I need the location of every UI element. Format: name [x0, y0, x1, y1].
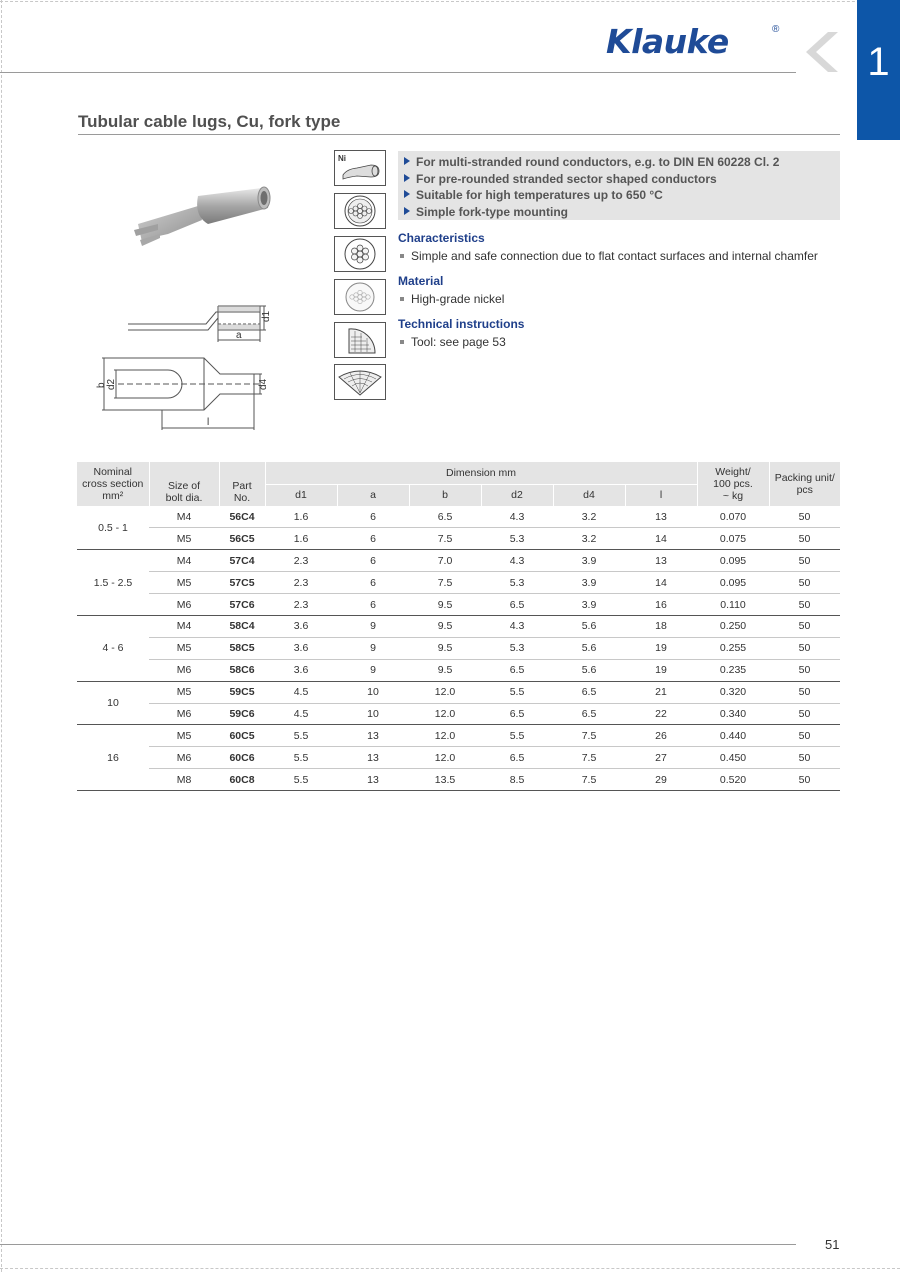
table-cell: 5.3: [481, 637, 553, 659]
header-a: a: [337, 484, 409, 506]
spec-table-body: [77, 506, 840, 791]
table-cell: 4.3: [481, 615, 553, 637]
table-cell: 0.520: [697, 769, 769, 791]
part-number-cell: 60C5: [219, 725, 265, 747]
table-cell: 3.9: [553, 594, 625, 616]
bullet-square-icon: [400, 297, 404, 301]
table-row: [77, 528, 840, 550]
table-cell: 5.5: [265, 769, 337, 791]
material-item: High-grade nickel: [398, 292, 504, 306]
table-cell: 0.340: [697, 703, 769, 725]
header-dimension: Dimension mm: [265, 462, 697, 484]
part-number-cell: 58C6: [219, 659, 265, 681]
table-cell: M4: [149, 506, 219, 528]
table-cell: 6: [337, 572, 409, 594]
table-cell: 0.320: [697, 681, 769, 703]
table-cell: 50: [769, 659, 840, 681]
table-cell: M5: [149, 637, 219, 659]
table-cell: M6: [149, 659, 219, 681]
header-d2: d2: [481, 484, 553, 506]
table-cell: 7.5: [553, 769, 625, 791]
table-row: [77, 681, 840, 703]
table-cell: 6: [337, 528, 409, 550]
table-row: [77, 572, 840, 594]
table-cell: 5.6: [553, 637, 625, 659]
header-cross-section: Nominal cross section mm²: [77, 462, 149, 506]
table-cell: 6: [337, 506, 409, 528]
round-conductor-fine-icon: [334, 193, 386, 229]
table-cell: 21: [625, 681, 697, 703]
cross-section-cell: 1.5 - 2.5: [77, 550, 149, 616]
table-cell: 5.5: [481, 681, 553, 703]
table-cell: 6.5: [481, 703, 553, 725]
table-cell: 4.3: [481, 506, 553, 528]
table-cell: 3.9: [553, 550, 625, 572]
table-cell: 7.5: [409, 572, 481, 594]
table-cell: 13.5: [409, 769, 481, 791]
cross-section-cell: 0.5 - 1: [77, 506, 149, 550]
table-cell: 0.250: [697, 615, 769, 637]
table-cell: 5.5: [481, 725, 553, 747]
part-number-cell: 56C5: [219, 528, 265, 550]
bullet-triangle-icon: [404, 207, 410, 215]
label-d1: d1: [261, 310, 272, 322]
table-cell: 4.5: [265, 703, 337, 725]
chevron-left-icon: [798, 30, 840, 74]
part-number-cell: 60C6: [219, 747, 265, 769]
table-cell: 9.5: [409, 615, 481, 637]
header-weight: Weight/ 100 pcs. ~ kg: [697, 462, 769, 506]
chapter-tab: 1: [857, 0, 900, 140]
table-row: [77, 725, 840, 747]
table-cell: 9.5: [409, 637, 481, 659]
sector-conductor-icon: [334, 322, 386, 358]
table-cell: 16: [625, 594, 697, 616]
table-cell: 19: [625, 659, 697, 681]
table-cell: 4.5: [265, 681, 337, 703]
table-cell: 13: [337, 725, 409, 747]
feature-list: [398, 151, 840, 220]
table-cell: 2.3: [265, 550, 337, 572]
characteristics-heading: Characteristics: [398, 231, 485, 245]
table-cell: 50: [769, 594, 840, 616]
registered-mark: ®: [772, 24, 780, 35]
side-view-drawing: [126, 298, 276, 348]
technical-heading: Technical instructions: [398, 317, 525, 331]
table-cell: 6: [337, 550, 409, 572]
round-conductor-icon: [334, 236, 386, 272]
table-cell: 13: [337, 747, 409, 769]
svg-text:Ni: Ni: [338, 154, 346, 163]
header-d4: d4: [553, 484, 625, 506]
table-cell: 0.095: [697, 572, 769, 594]
table-cell: 26: [625, 725, 697, 747]
table-cell: 6.5: [553, 681, 625, 703]
part-number-cell: 58C5: [219, 637, 265, 659]
table-cell: 5.6: [553, 659, 625, 681]
table-row: [77, 747, 840, 769]
label-d2: d2: [106, 378, 117, 390]
table-cell: M5: [149, 725, 219, 747]
table-cell: 7.5: [553, 725, 625, 747]
footer-rule: [0, 1244, 796, 1245]
feature-item: For pre-rounded stranded sector shaped conductors: [404, 171, 840, 188]
label-d4: d4: [258, 378, 269, 390]
table-cell: 50: [769, 506, 840, 528]
table-cell: 50: [769, 550, 840, 572]
table-cell: 6.5: [481, 594, 553, 616]
title-rule: [78, 134, 840, 135]
bullet-square-icon: [400, 340, 404, 344]
table-row: [77, 637, 840, 659]
table-cell: 5.3: [481, 528, 553, 550]
header-b: b: [409, 484, 481, 506]
part-number-cell: 57C4: [219, 550, 265, 572]
product-photo: [128, 186, 274, 252]
characteristics-item: Simple and safe connection due to flat contact surfaces and internal chamfer: [398, 249, 818, 263]
table-cell: 10: [337, 703, 409, 725]
header-rule: [0, 72, 796, 73]
table-cell: 50: [769, 769, 840, 791]
table-cell: 0.075: [697, 528, 769, 550]
table-cell: 0.095: [697, 550, 769, 572]
part-number-cell: 58C4: [219, 615, 265, 637]
table-cell: 22: [625, 703, 697, 725]
brand-logo: Klauke: [606, 22, 729, 61]
material-heading: Material: [398, 274, 444, 288]
table-cell: 3.6: [265, 659, 337, 681]
table-cell: 6.5: [553, 703, 625, 725]
table-row: [77, 594, 840, 616]
part-number-cell: 59C5: [219, 681, 265, 703]
table-cell: 9.5: [409, 594, 481, 616]
top-view-drawing: [94, 352, 274, 432]
table-cell: 1.6: [265, 528, 337, 550]
header-part: Part No.: [219, 462, 265, 506]
table-cell: M4: [149, 550, 219, 572]
table-cell: 50: [769, 725, 840, 747]
table-cell: 7.5: [553, 747, 625, 769]
table-cell: 14: [625, 572, 697, 594]
table-cell: 5.5: [265, 747, 337, 769]
label-l: l: [207, 417, 210, 428]
table-cell: 0.450: [697, 747, 769, 769]
table-cell: M5: [149, 572, 219, 594]
table-cell: M6: [149, 703, 219, 725]
table-cell: 0.255: [697, 637, 769, 659]
table-cell: 50: [769, 703, 840, 725]
table-cell: 3.6: [265, 637, 337, 659]
table-cell: 12.0: [409, 681, 481, 703]
part-number-cell: 56C4: [219, 506, 265, 528]
table-cell: 50: [769, 528, 840, 550]
table-cell: 2.3: [265, 572, 337, 594]
table-cell: 12.0: [409, 747, 481, 769]
table-cell: 14: [625, 528, 697, 550]
spec-table: [77, 462, 840, 791]
table-cell: 5.6: [553, 615, 625, 637]
table-cell: 6.5: [409, 506, 481, 528]
table-cell: M8: [149, 769, 219, 791]
part-number-cell: 57C5: [219, 572, 265, 594]
page-title: Tubular cable lugs, Cu, fork type: [78, 112, 341, 131]
feature-item: Simple fork-type mounting: [404, 204, 840, 221]
table-cell: 8.5: [481, 769, 553, 791]
table-cell: 0.235: [697, 659, 769, 681]
table-cell: 7.5: [409, 528, 481, 550]
table-row: [77, 769, 840, 791]
table-cell: 2.3: [265, 594, 337, 616]
table-cell: M5: [149, 681, 219, 703]
table-cell: 18: [625, 615, 697, 637]
bullet-triangle-icon: [404, 157, 410, 165]
bullet-triangle-icon: [404, 190, 410, 198]
header-bolt: Size of bolt dia.: [149, 462, 219, 506]
cross-section-cell: 16: [77, 725, 149, 791]
page-margin-bottom: [0, 1268, 900, 1269]
part-number-cell: 60C8: [219, 769, 265, 791]
label-b: b: [96, 382, 107, 388]
bullet-triangle-icon: [404, 174, 410, 182]
table-row: [77, 615, 840, 637]
table-cell: 10: [337, 681, 409, 703]
table-row: [77, 550, 840, 572]
sector-conductor-wide-icon: [334, 364, 386, 400]
part-number-cell: 59C6: [219, 703, 265, 725]
table-cell: 50: [769, 615, 840, 637]
table-cell: 5.5: [265, 725, 337, 747]
table-row: [77, 659, 840, 681]
table-cell: 3.6: [265, 615, 337, 637]
table-cell: 9: [337, 615, 409, 637]
table-cell: 12.0: [409, 725, 481, 747]
table-cell: 0.440: [697, 725, 769, 747]
table-cell: M6: [149, 594, 219, 616]
table-cell: 0.070: [697, 506, 769, 528]
table-cell: M4: [149, 615, 219, 637]
table-cell: 13: [337, 769, 409, 791]
part-number-cell: 57C6: [219, 594, 265, 616]
table-cell: 50: [769, 637, 840, 659]
table-cell: 0.110: [697, 594, 769, 616]
table-cell: 12.0: [409, 703, 481, 725]
table-cell: 50: [769, 747, 840, 769]
cross-section-cell: 10: [77, 681, 149, 725]
table-cell: 13: [625, 506, 697, 528]
cross-section-cell: 4 - 6: [77, 615, 149, 681]
table-cell: M6: [149, 747, 219, 769]
header-packing: Packing unit/ pcs: [769, 462, 840, 506]
table-cell: 3.2: [553, 528, 625, 550]
page-number: 51: [825, 1237, 840, 1252]
table-row: [77, 703, 840, 725]
table-cell: 9: [337, 659, 409, 681]
technical-item: Tool: see page 53: [398, 335, 506, 349]
feature-item: Suitable for high temperatures up to 650 °C: [404, 187, 840, 204]
table-cell: 27: [625, 747, 697, 769]
table-row: [77, 506, 840, 528]
table-cell: 1.6: [265, 506, 337, 528]
header-d1: d1: [265, 484, 337, 506]
nickel-lug-icon: [334, 150, 386, 186]
table-cell: 13: [625, 550, 697, 572]
page-margin-top: [0, 1, 900, 2]
table-cell: 6.5: [481, 747, 553, 769]
table-cell: 6.5: [481, 659, 553, 681]
table-cell: 9.5: [409, 659, 481, 681]
header-l: l: [625, 484, 697, 506]
label-a: a: [236, 330, 242, 341]
feature-item: For multi-stranded round conductors, e.g. to DIN EN 60228 Cl. 2: [404, 154, 840, 171]
table-cell: 5.3: [481, 572, 553, 594]
table-cell: 50: [769, 572, 840, 594]
bullet-square-icon: [400, 254, 404, 258]
table-cell: M5: [149, 528, 219, 550]
table-cell: 50: [769, 681, 840, 703]
table-cell: 7.0: [409, 550, 481, 572]
table-cell: 19: [625, 637, 697, 659]
table-cell: 3.9: [553, 572, 625, 594]
round-conductor-light-icon: [334, 279, 386, 315]
table-cell: 9: [337, 637, 409, 659]
table-cell: 4.3: [481, 550, 553, 572]
table-cell: 29: [625, 769, 697, 791]
table-cell: 6: [337, 594, 409, 616]
page-margin-left: [1, 0, 2, 1272]
table-cell: 3.2: [553, 506, 625, 528]
